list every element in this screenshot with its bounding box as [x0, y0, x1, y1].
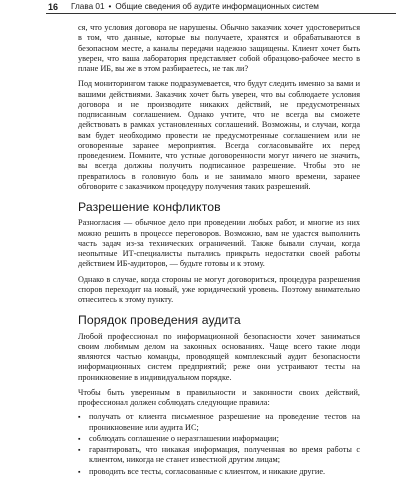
- chapter-label: Глава 01: [71, 2, 105, 11]
- paragraph: Чтобы быть уверенным в правильности и законности своих действий, профессионал должен соблюдать следующие правила:: [78, 387, 360, 407]
- header-separator: •: [108, 2, 112, 11]
- page-body: [78, 23, 360, 478]
- rules-list: [78, 412, 360, 477]
- paragraph: Разногласия — обычное дело при проведении любых работ, и многие из них можно решить в процессе переговоров. Возможно, вам не удастся выполнить часть задач из-за технических ограничений. Также бывали случаи, когда неопытные ИТ-специалисты пытались прикрыть недостатки своей работы действием ИБ-аудиторов, — будьте готовы и к этому.: [78, 218, 360, 269]
- section-heading-audit-procedure: Порядок проведения аудита: [78, 313, 241, 328]
- paragraph: ся, что условия договора не нарушены. Обычно заказчик хочет удостовериться в том, что данные, которые вы получаете, хранятся и обрабатываются в безопасном месте, а каналы передачи надежно защищены. Клиент хочет быть уверен, что ваша лаборатория представляет собой образцово-рабочее место в плане ИБ, вы же в этом разбираетесь, не так ли?: [78, 23, 360, 73]
- list-item: ▪ гарантировать, что никакая информация, полученная во время работы с клиентом, никогда не станет известной другим лицам;: [78, 445, 360, 466]
- list-item: ▪ проводить все тесты, согласованные с клиентом, и никакие другие.: [78, 467, 360, 477]
- paragraph: Под мониторингом также подразумевается, что будут следить именно за вами и вашими действиями. Заказчик хочет быть уверен, что вы соблюдаете условия договора и не производите никаких действий, не предусмотренных подписанным соглашением. Однако учтите, что не всегда вы сможете действовать в рамках установленных соглашений. Возможны, и случаи, когда вам будет необходимо провести не предусмотренные соглашением или не оговоренные заранее мероприятия. Всегда согласовывайте их перед проведением. Помните, что устные договоренности могут ничего не значить, вы всегда должны получить подписанное разрешение. Чтобы это не превратилось в головную боль и не занимало много времени, заранее обговорите с заказчиком процедуру получения таких разрешений.: [78, 79, 360, 191]
- list-item: ▪ получать от клиента письменное разрешение на проведение тестов на проникновение или аудита ИС;: [78, 412, 360, 433]
- running-header: [46, 0, 396, 14]
- page-number: 16: [48, 1, 59, 12]
- chapter-title: Общие сведения об аудите информационных систем: [115, 2, 319, 11]
- list-item: ▪ соблюдать соглашение о неразглашении информации;: [78, 434, 360, 444]
- section-heading-conflicts: Разрешение конфликтов: [78, 200, 221, 214]
- paragraph: Однако в случае, когда стороны не могут договориться, процедура разрешения споров переходит на новый, уже юридический уровень. Поэтому внимательно отнеситесь к этому пункту.: [78, 274, 360, 304]
- paragraph: Любой профессионал по информационной безопасности хочет заниматься своим любимым делом на законных основаниях. Чаще всего такие люди являются частью команды, проводящей комплексный аудит безопасности информационных систем предприятий; реже они устраивают тесты на проникновение в индивидуальном порядке.: [78, 331, 360, 382]
